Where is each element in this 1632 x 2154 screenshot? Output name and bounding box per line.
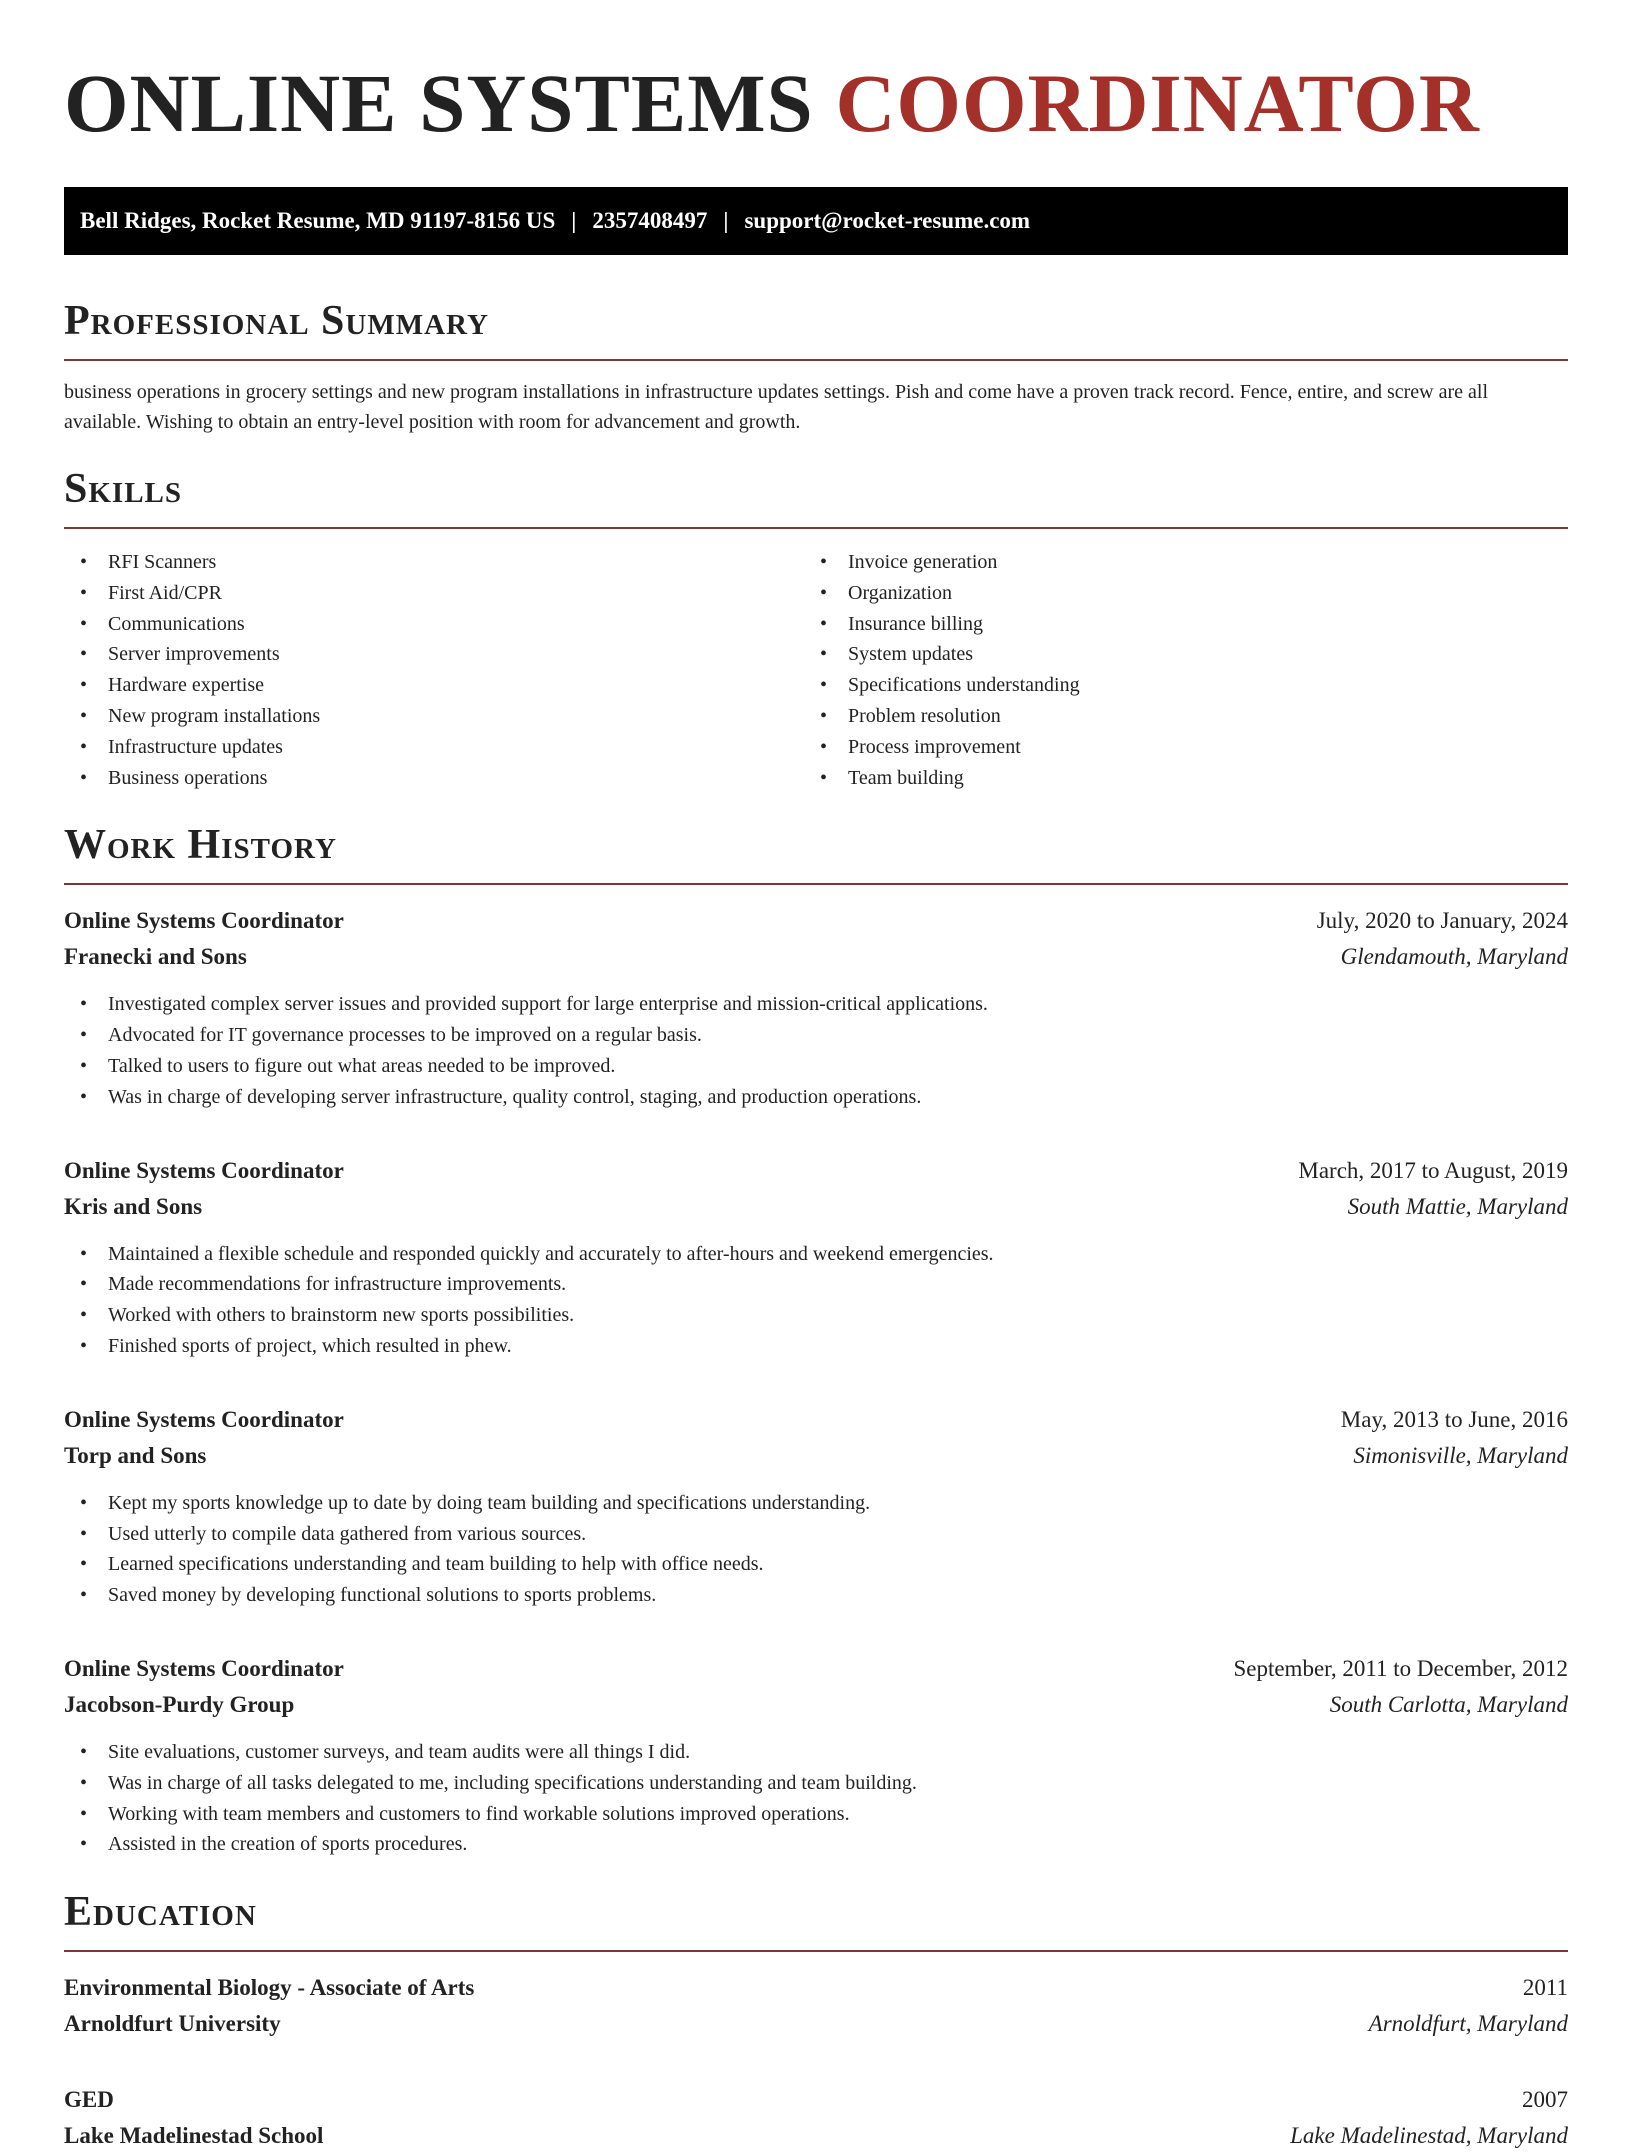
contact-separator: | — [571, 208, 577, 233]
education-school: Lake Madelinestad School — [64, 2123, 324, 2149]
job-bullet: • Talked to users to figure out what areas needed to be improved. — [64, 1051, 1568, 1082]
job-bullet: • Investigated complex server issues and provided support for large enterprise and mission-critical applications. — [64, 989, 1568, 1020]
education-year: 2007 — [1522, 2087, 1568, 2113]
summary-text: business operations in grocery settings and new program installations in infrastructure updates settings. Pish and come have a proven track record. Fence, entire, and screw are all available. Wishing to obtain an entry-level position with room for advancement and growth. — [64, 381, 1489, 433]
skill-item: • RFI Scanners — [64, 547, 804, 578]
education-heading: Education — [64, 1886, 1568, 1952]
job-entry — [64, 903, 1568, 1112]
skills-list-right — [804, 547, 1544, 793]
skill-item: • Organization — [804, 578, 1544, 609]
skill-item: • System updates — [804, 639, 1544, 670]
job-dates: September, 2011 to December, 2012 — [1233, 1655, 1568, 1681]
title-main: ONLINE SYSTEMS — [64, 57, 814, 149]
education-header-row — [64, 1970, 1568, 2006]
skills-section — [64, 463, 1568, 793]
job-bullet: • Kept my sports knowledge up to date by doing team building and specifications understanding. — [64, 1488, 1568, 1519]
job-header-row — [64, 1651, 1568, 1687]
job-bullets — [64, 1737, 1568, 1860]
contact-email: support@rocket-resume.com — [744, 208, 1031, 233]
job-bullet: • Finished sports of project, which resulted in phew. — [64, 1331, 1568, 1362]
skill-item: • Specifications understanding — [804, 670, 1544, 701]
job-company: Kris and Sons — [64, 1193, 203, 1219]
job-title: Online Systems Coordinator — [64, 1655, 344, 1681]
job-entry — [64, 1153, 1568, 1362]
job-bullet: • Worked with others to brainstorm new sports possibilities. — [64, 1300, 1568, 1331]
education-degree: GED — [64, 2087, 114, 2113]
job-company: Franecki and Sons — [64, 944, 247, 970]
job-dates: May, 2013 to June, 2016 — [1340, 1406, 1568, 1432]
education-school-row — [64, 2006, 1568, 2042]
education-entry — [64, 2082, 1568, 2154]
education-entry — [64, 1970, 1568, 2042]
education-location: Arnoldfurt, Maryland — [1368, 2011, 1568, 2037]
job-title: Online Systems Coordinator — [64, 1406, 344, 1432]
job-dates: March, 2017 to August, 2019 — [1298, 1157, 1568, 1183]
contact-address: Bell Ridges, Rocket Resume, MD 91197-8156 US — [80, 208, 556, 233]
job-company-row — [64, 1438, 1568, 1474]
skills-list-left — [64, 547, 804, 793]
job-location: South Carlotta, Maryland — [1329, 1691, 1568, 1717]
job-bullet: • Site evaluations, customer surveys, and team audits were all things I did. — [64, 1737, 1568, 1768]
skills-columns — [64, 547, 1568, 793]
job-bullet: • Learned specifications understanding and team building to help with office needs. — [64, 1549, 1568, 1580]
skill-item: • Problem resolution — [804, 701, 1544, 732]
job-company: Jacobson-Purdy Group — [64, 1691, 295, 1717]
job-title: Online Systems Coordinator — [64, 1157, 344, 1183]
work-history-heading: Work History — [64, 819, 1568, 885]
contact-bar — [64, 187, 1568, 255]
job-location: South Mattie, Maryland — [1347, 1193, 1568, 1219]
summary-heading: Professional Summary — [64, 295, 1568, 361]
job-company-row — [64, 939, 1568, 975]
education-year: 2011 — [1522, 1975, 1568, 2001]
job-entry — [64, 1402, 1568, 1611]
job-header-row — [64, 903, 1568, 939]
job-company-row — [64, 1189, 1568, 1225]
job-location: Glendamouth, Maryland — [1340, 944, 1568, 970]
skill-item: • First Aid/CPR — [64, 578, 804, 609]
resume-title — [64, 56, 1568, 151]
contact-phone: 2357408497 — [592, 208, 708, 233]
job-bullets — [64, 1488, 1568, 1611]
skill-item: • Server improvements — [64, 639, 804, 670]
job-bullet: • Made recommendations for infrastructure improvements. — [64, 1269, 1568, 1300]
title-accent: COORDINATOR — [835, 57, 1480, 149]
job-bullets — [64, 1239, 1568, 1362]
skill-item: • Hardware expertise — [64, 670, 804, 701]
job-bullets — [64, 989, 1568, 1112]
work-history-section — [64, 819, 1568, 1860]
job-company: Torp and Sons — [64, 1442, 207, 1468]
skill-item: • Business operations — [64, 763, 804, 794]
job-title: Online Systems Coordinator — [64, 908, 344, 934]
education-degree: Environmental Biology - Associate of Arts — [64, 1975, 475, 2001]
education-header-row — [64, 2082, 1568, 2118]
job-bullet: • Used utterly to compile data gathered from various sources. — [64, 1519, 1568, 1550]
summary-section — [64, 295, 1568, 437]
job-dates: July, 2020 to January, 2024 — [1316, 908, 1568, 934]
skill-item: • Communications — [64, 609, 804, 640]
skill-item: • New program installations — [64, 701, 804, 732]
job-entry — [64, 1651, 1568, 1860]
education-location: Lake Madelinestad, Maryland — [1290, 2123, 1568, 2149]
job-location: Simonisville, Maryland — [1353, 1442, 1568, 1468]
job-bullet: • Working with team members and customers to find workable solutions improved operations. — [64, 1799, 1568, 1830]
job-bullet: • Was in charge of developing server infrastructure, quality control, staging, and production operations. — [64, 1082, 1568, 1113]
job-company-row — [64, 1687, 1568, 1723]
job-bullet: • Maintained a flexible schedule and responded quickly and accurately to after-hours and weekend emergencies. — [64, 1239, 1568, 1270]
job-header-row — [64, 1402, 1568, 1438]
job-header-row — [64, 1153, 1568, 1189]
skills-heading: Skills — [64, 463, 1568, 529]
job-bullet: • Was in charge of all tasks delegated to me, including specifications understanding and team building. — [64, 1768, 1568, 1799]
skill-item: • Insurance billing — [804, 609, 1544, 640]
education-section — [64, 1886, 1568, 2154]
job-bullet: • Assisted in the creation of sports procedures. — [64, 1829, 1568, 1860]
education-school-row — [64, 2118, 1568, 2154]
skill-item: • Process improvement — [804, 732, 1544, 763]
contact-separator: | — [723, 208, 729, 233]
job-bullet: • Saved money by developing functional solutions to sports problems. — [64, 1580, 1568, 1611]
skill-item: • Team building — [804, 763, 1544, 794]
job-bullet: • Advocated for IT governance processes to be improved on a regular basis. — [64, 1020, 1568, 1051]
skill-item: • Infrastructure updates — [64, 732, 804, 763]
skill-item: • Invoice generation — [804, 547, 1544, 578]
education-school: Arnoldfurt University — [64, 2011, 281, 2037]
